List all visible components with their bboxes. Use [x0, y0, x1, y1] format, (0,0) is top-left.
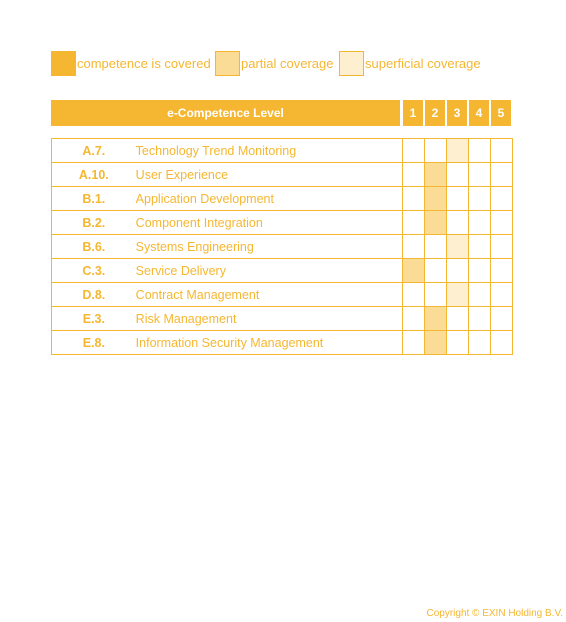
coverage-legend — [51, 51, 521, 76]
competence-code: C.3. — [52, 259, 136, 283]
competence-code: D.8. — [52, 283, 136, 307]
competence-name: Risk Management — [136, 307, 403, 331]
competence-code: E.3. — [52, 307, 136, 331]
level-1-cell — [402, 283, 424, 307]
header-title: e-Competence Level — [51, 100, 400, 126]
competence-code: A.7. — [52, 139, 136, 163]
level-3-cell — [446, 211, 468, 235]
level-4-cell — [468, 163, 490, 187]
table-row — [52, 259, 513, 283]
legend-swatch-partial — [215, 51, 240, 76]
level-1-cell — [402, 331, 424, 355]
level-2-cell — [424, 139, 446, 163]
level-3-cell — [446, 331, 468, 355]
competence-code: B.1. — [52, 187, 136, 211]
table-row — [52, 163, 513, 187]
level-2-cell — [424, 307, 446, 331]
level-3-cell — [446, 235, 468, 259]
level-2-cell — [424, 259, 446, 283]
legend-swatch-covered — [51, 51, 76, 76]
table-row — [52, 235, 513, 259]
level-4-cell — [468, 187, 490, 211]
competence-name: Contract Management — [136, 283, 403, 307]
legend-label-partial: partial coverage — [241, 56, 334, 71]
competence-code: B.6. — [52, 235, 136, 259]
level-3-cell — [446, 187, 468, 211]
level-3-cell — [446, 163, 468, 187]
competence-name: User Experience — [136, 163, 403, 187]
legend-label-superficial: superficial coverage — [365, 56, 481, 71]
header-level-3: 3 — [447, 100, 467, 126]
level-3-cell — [446, 139, 468, 163]
level-1-cell — [402, 163, 424, 187]
header-level-4: 4 — [469, 100, 489, 126]
header-level-2: 2 — [425, 100, 445, 126]
competence-name: Systems Engineering — [136, 235, 403, 259]
level-2-cell — [424, 331, 446, 355]
legend-swatch-superficial — [339, 51, 364, 76]
table-row — [52, 331, 513, 355]
competence-name: Technology Trend Monitoring — [136, 139, 403, 163]
level-3-cell — [446, 283, 468, 307]
level-5-cell — [490, 259, 512, 283]
competence-name: Service Delivery — [136, 259, 403, 283]
level-5-cell — [490, 307, 512, 331]
level-5-cell — [490, 235, 512, 259]
level-1-cell — [402, 259, 424, 283]
level-5-cell — [490, 331, 512, 355]
level-2-cell — [424, 235, 446, 259]
table-row — [52, 307, 513, 331]
table-row — [52, 283, 513, 307]
competence-name: Component Integration — [136, 211, 403, 235]
level-4-cell — [468, 139, 490, 163]
level-2-cell — [424, 163, 446, 187]
table-row — [52, 187, 513, 211]
level-5-cell — [490, 211, 512, 235]
level-1-cell — [402, 187, 424, 211]
header-level-1: 1 — [403, 100, 423, 126]
level-4-cell — [468, 235, 490, 259]
level-4-cell — [468, 331, 490, 355]
level-4-cell — [468, 259, 490, 283]
level-3-cell — [446, 307, 468, 331]
table-body — [52, 139, 513, 355]
table-row — [52, 211, 513, 235]
level-2-cell — [424, 187, 446, 211]
competence-code: E.8. — [52, 331, 136, 355]
level-1-cell — [402, 235, 424, 259]
copyright-text: Copyright © EXIN Holding B.V. — [426, 608, 563, 619]
level-1-cell — [402, 211, 424, 235]
header-level-5: 5 — [491, 100, 511, 126]
level-4-cell — [468, 307, 490, 331]
level-5-cell — [490, 283, 512, 307]
level-2-cell — [424, 211, 446, 235]
legend-label-covered: competence is covered — [77, 56, 211, 71]
level-4-cell — [468, 211, 490, 235]
level-1-cell — [402, 139, 424, 163]
level-5-cell — [490, 187, 512, 211]
level-5-cell — [490, 139, 512, 163]
level-1-cell — [402, 307, 424, 331]
level-5-cell — [490, 163, 512, 187]
competence-name: Application Development — [136, 187, 403, 211]
table-row — [52, 139, 513, 163]
competence-code: B.2. — [52, 211, 136, 235]
competence-code: A.10. — [52, 163, 136, 187]
level-4-cell — [468, 283, 490, 307]
competence-table — [51, 138, 513, 355]
level-2-cell — [424, 283, 446, 307]
level-3-cell — [446, 259, 468, 283]
competence-name: Information Security Management — [136, 331, 403, 355]
competence-header — [51, 100, 513, 126]
